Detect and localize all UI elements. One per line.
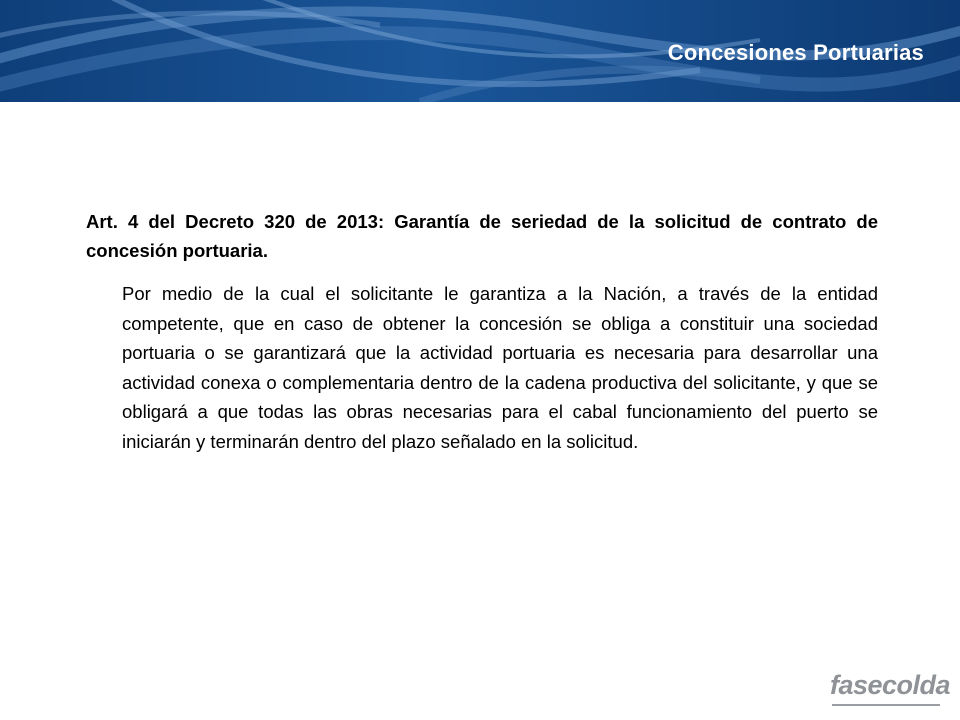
logo-tagline-graphic [832, 701, 942, 709]
content-area [86, 207, 878, 456]
header-band [0, 0, 960, 102]
fasecolda-logo [826, 668, 951, 714]
article-paragraph: Por medio de la cual el solicitante le garantiza a la Nación, a través de la entidad competente, que en caso de obtener la concesión se obliga a constituir una sociedad portuaria o se garantizará que la actividad portuaria es necesaria para desarrollar una actividad conexa o complementaria dentro de la cadena productiva del solicitante, y que se obligará a que todas las obras necesarias para el cabal funcionamiento del puerto se iniciarán y terminarán dentro del plazo señalado en la solicitud. [122, 283, 878, 452]
slide-title: Concesiones Portuarias [667, 40, 924, 65]
logo-wordmark: fasecolda [830, 670, 951, 700]
article-heading: Art. 4 del Decreto 320 de 2013: Garantía de seriedad de la solicitud de contrato de concesión portuaria. [86, 211, 878, 261]
